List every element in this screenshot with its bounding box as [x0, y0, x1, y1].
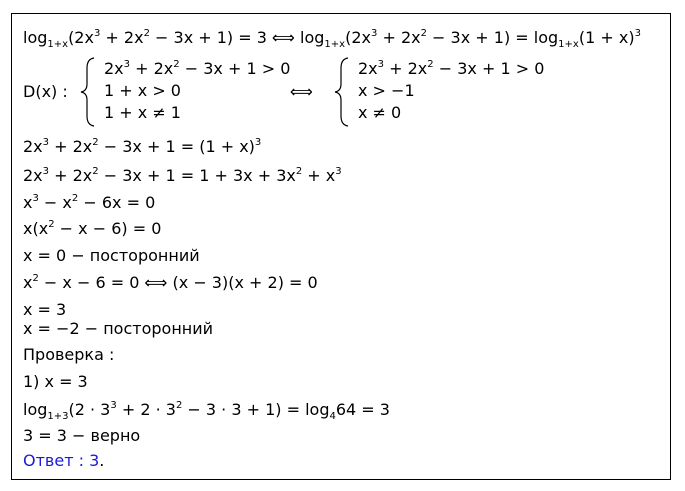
- check-case-1: 1) x = 3: [23, 372, 88, 391]
- check-equation: $\log_{1+3}(2 \cdot 3^3 + 2 \cdot 3^2 - 3 \cdot 3 + 1) = \log_464 = 3$: [23, 400, 390, 422]
- equation-line-1: $\log_{1+x}(2x^3 + 2x^2 - 3x + 1) = 3$ ⟺ $\log_{1+x}(2x^3 + 2x^2 - 3x + 1) = \log_{1+x}(1 + x)^3$: [23, 28, 641, 50]
- answer-line: [23, 451, 104, 471]
- check-result: 3 = 3 − верно: [23, 426, 141, 445]
- left-brace-2: [332, 56, 352, 128]
- domain-system-2: [358, 59, 544, 125]
- domain-system-1: [104, 59, 290, 125]
- check-heading: Проверка :: [23, 345, 115, 364]
- system1-row-1: $2x^3 + 2x^2 - 3x + 1 > 0$: [104, 59, 291, 78]
- system1-row-2: 1 + x > 0: [104, 81, 181, 100]
- answer-dot: .: [99, 451, 105, 470]
- equation-line-6: $x(x^2 - x - 6) = 0$: [23, 219, 162, 238]
- system2-row-3: x ≠ 0: [358, 103, 402, 122]
- domain-label: D(x) :: [23, 82, 68, 101]
- equation-line-5: $x^3 - x^2 - 6x = 0$: [23, 193, 156, 212]
- extraneous-root-2: x = −2 − посторонний: [23, 319, 214, 338]
- equivalence-arrow: ⟺: [290, 82, 313, 101]
- extraneous-root-1: x = 0 − посторонний: [23, 246, 200, 265]
- equation-line-4: $2x^3 + 2x^2 - 3x + 1 = 1 + 3x + 3x^2 + x^3$: [23, 166, 342, 185]
- system1-row-3: 1 + x ≠ 1: [104, 103, 181, 122]
- root-line: x = 3: [23, 300, 67, 319]
- system2-row-2: x > −1: [358, 81, 415, 100]
- system2-row-1: $2x^3 + 2x^2 - 3x + 1 > 0$: [358, 59, 545, 78]
- equation-line-3: $2x^3 + 2x^2 - 3x + 1 = (1 + x)^3$: [23, 137, 262, 156]
- equation-line-8: $x^2 - x - 6 = 0$ ⟺ (x − 3)(x + 2) = 0: [23, 273, 318, 292]
- left-brace-1: [78, 56, 98, 128]
- answer-label: Ответ : 3: [23, 451, 100, 470]
